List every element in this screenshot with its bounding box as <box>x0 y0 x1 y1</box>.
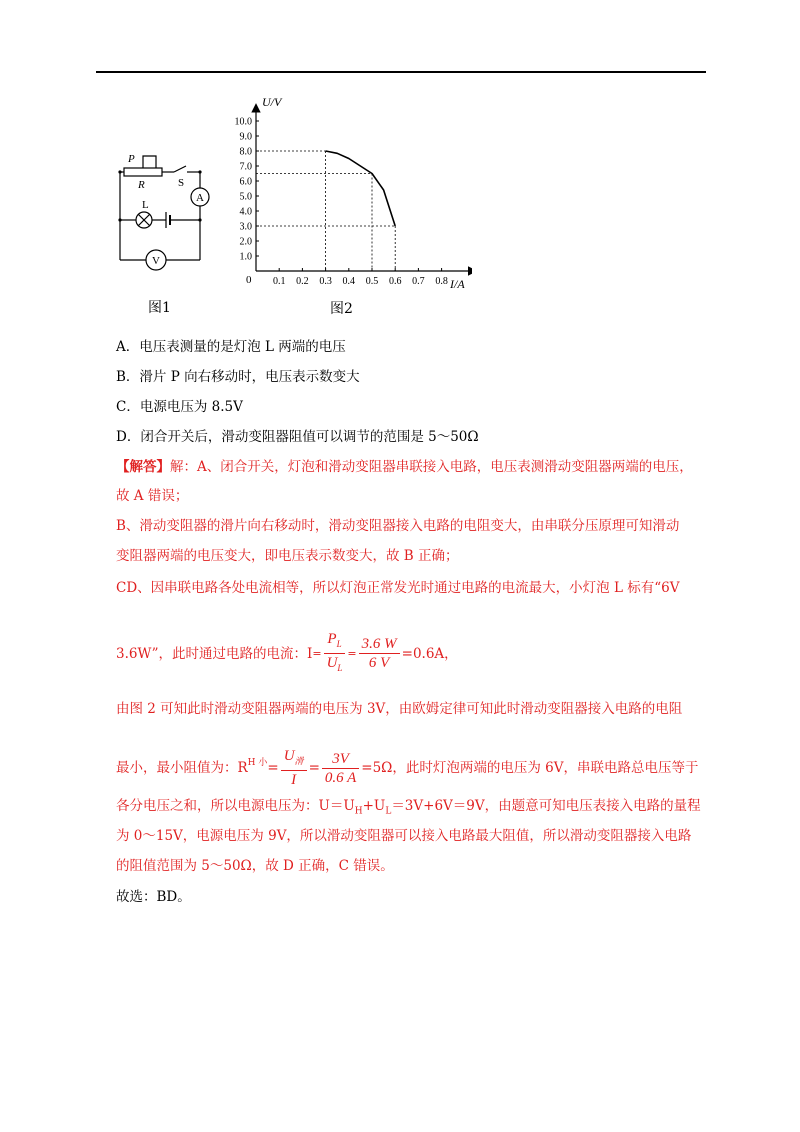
y-tick-label: 1.0 <box>239 251 252 263</box>
x-axis-label: I/A <box>450 277 465 291</box>
label-p: P <box>128 153 135 165</box>
voltage-over-current-fraction: $\frac{U_滑}{I}$ <box>281 747 307 789</box>
answer-line-3: B、滑动变阻器的滑片向右移动时，滑动变阻器接入电路的电阻变大，由串联分压原理可知滑动 <box>116 518 680 534</box>
answer-line-9: 各分电压之和，所以电源电压为：$U=U_H+U_L=3V+6V=9V$，由题意可知电压表接入电路的量程 <box>116 798 701 817</box>
figure2-caption: 图2 <box>330 301 353 317</box>
label-r: R <box>138 179 145 191</box>
numeric-current-fraction: $\frac{3.6 W}{6 V}$ <box>359 635 400 672</box>
slider-p <box>143 156 156 168</box>
numeric-resistance-fraction: $\frac{3V}{0.6 A}$ <box>322 750 359 787</box>
option-a: A．电压表测量的是灯泡 L 两端的电压 <box>116 339 346 355</box>
label-ammeter: A <box>196 192 204 204</box>
x-tick-label: 0.4 <box>342 276 356 287</box>
y-tick-label: 8.0 <box>239 146 252 158</box>
y-tick-label: 5.0 <box>239 191 252 203</box>
answer-line-2: 故 A 错误； <box>116 488 189 504</box>
x-tick-label: 0.3 <box>319 276 332 287</box>
power-over-voltage-fraction: $\frac{P_L}{U_L}$ <box>324 630 346 677</box>
switch-s <box>174 166 186 172</box>
x-tick-label: 0.6 <box>388 276 402 287</box>
x-tick-label: 0.5 <box>365 276 379 287</box>
figure1-caption: 图1 <box>148 300 171 316</box>
u-i-chart <box>222 92 472 298</box>
rheostat <box>124 168 162 176</box>
x-tick-label: 0.7 <box>412 276 425 287</box>
option-d: D．闭合开关后，滑动变阻器阻值可以调节的范围是 5～50Ω <box>116 429 479 445</box>
y-tick-label: 4.0 <box>239 206 252 218</box>
origin-label: 0 <box>246 274 252 286</box>
y-tick-label: 7.0 <box>239 161 252 173</box>
y-tick-label: 9.0 <box>239 131 252 143</box>
conclusion: 故选：BD。 <box>116 889 191 905</box>
header-rule <box>96 71 706 73</box>
answer-line-8: 最小，最小阻值为：R $^{H 小}$ = $\frac{U_滑}{I}$ = $\frac{3V}{0.6 A}$ =5Ω，此时灯泡两端的电压为 6V，串联电路总电压等于 <box>116 748 699 788</box>
circuit-diagram <box>112 150 220 275</box>
option-c: C．电源电压为 8.5V <box>116 399 243 415</box>
label-s: S <box>178 177 185 189</box>
answer-line-5: CD、因串联电路各处电流相等，所以灯泡正常发光时通过电路的电流最大，小灯泡 L 标有“6V <box>116 580 680 596</box>
u-i-curve <box>326 151 396 226</box>
y-tick-label: 6.0 <box>239 176 252 188</box>
answer-line-1: 【解答】解：A、闭合开关，灯泡和滑动变阻器串联接入电路，电压表测滑动变阻器两端的电压， <box>116 459 693 475</box>
answer-line-6: 3.6W”，此时通过电路的电流：I = $\frac{P_L}{U_L}$ = $\frac{3.6 W}{6 V}$ =0.6A， <box>116 630 458 677</box>
y-tick-label: 3.0 <box>239 221 252 233</box>
x-tick-label: 0.2 <box>296 276 309 287</box>
x-tick-label: 0.1 <box>272 276 286 287</box>
option-b: B．滑片 P 向右移动时，电压表示数变大 <box>116 369 360 385</box>
x-tick-label: 0.8 <box>435 276 448 287</box>
y-tick-label: 10.0 <box>234 116 252 128</box>
answer-line-11: 的阻值范围为 5～50Ω，故 D 正确，C 错误。 <box>116 858 394 874</box>
answer-line-10: 为 0～15V，电源电压为 9V，所以滑动变阻器可以接入电路最大阻值，所以滑动变阻器接入电路 <box>116 828 692 844</box>
y-axis-label: U/V <box>262 95 282 109</box>
answer-line-7: 由图 2 可知此时滑动变阻器两端的电压为 3V，由欧姆定律可知此时滑动变阻器接入电路的电阻 <box>116 701 683 717</box>
answer-tag: 【解答】 <box>116 459 170 475</box>
y-tick-label: 2.0 <box>239 236 252 248</box>
answer-line-4: 变阻器两端的电压变大，即电压表示数变大，故 B 正确； <box>116 548 459 564</box>
label-voltmeter: V <box>152 255 160 267</box>
label-l: L <box>142 199 149 211</box>
